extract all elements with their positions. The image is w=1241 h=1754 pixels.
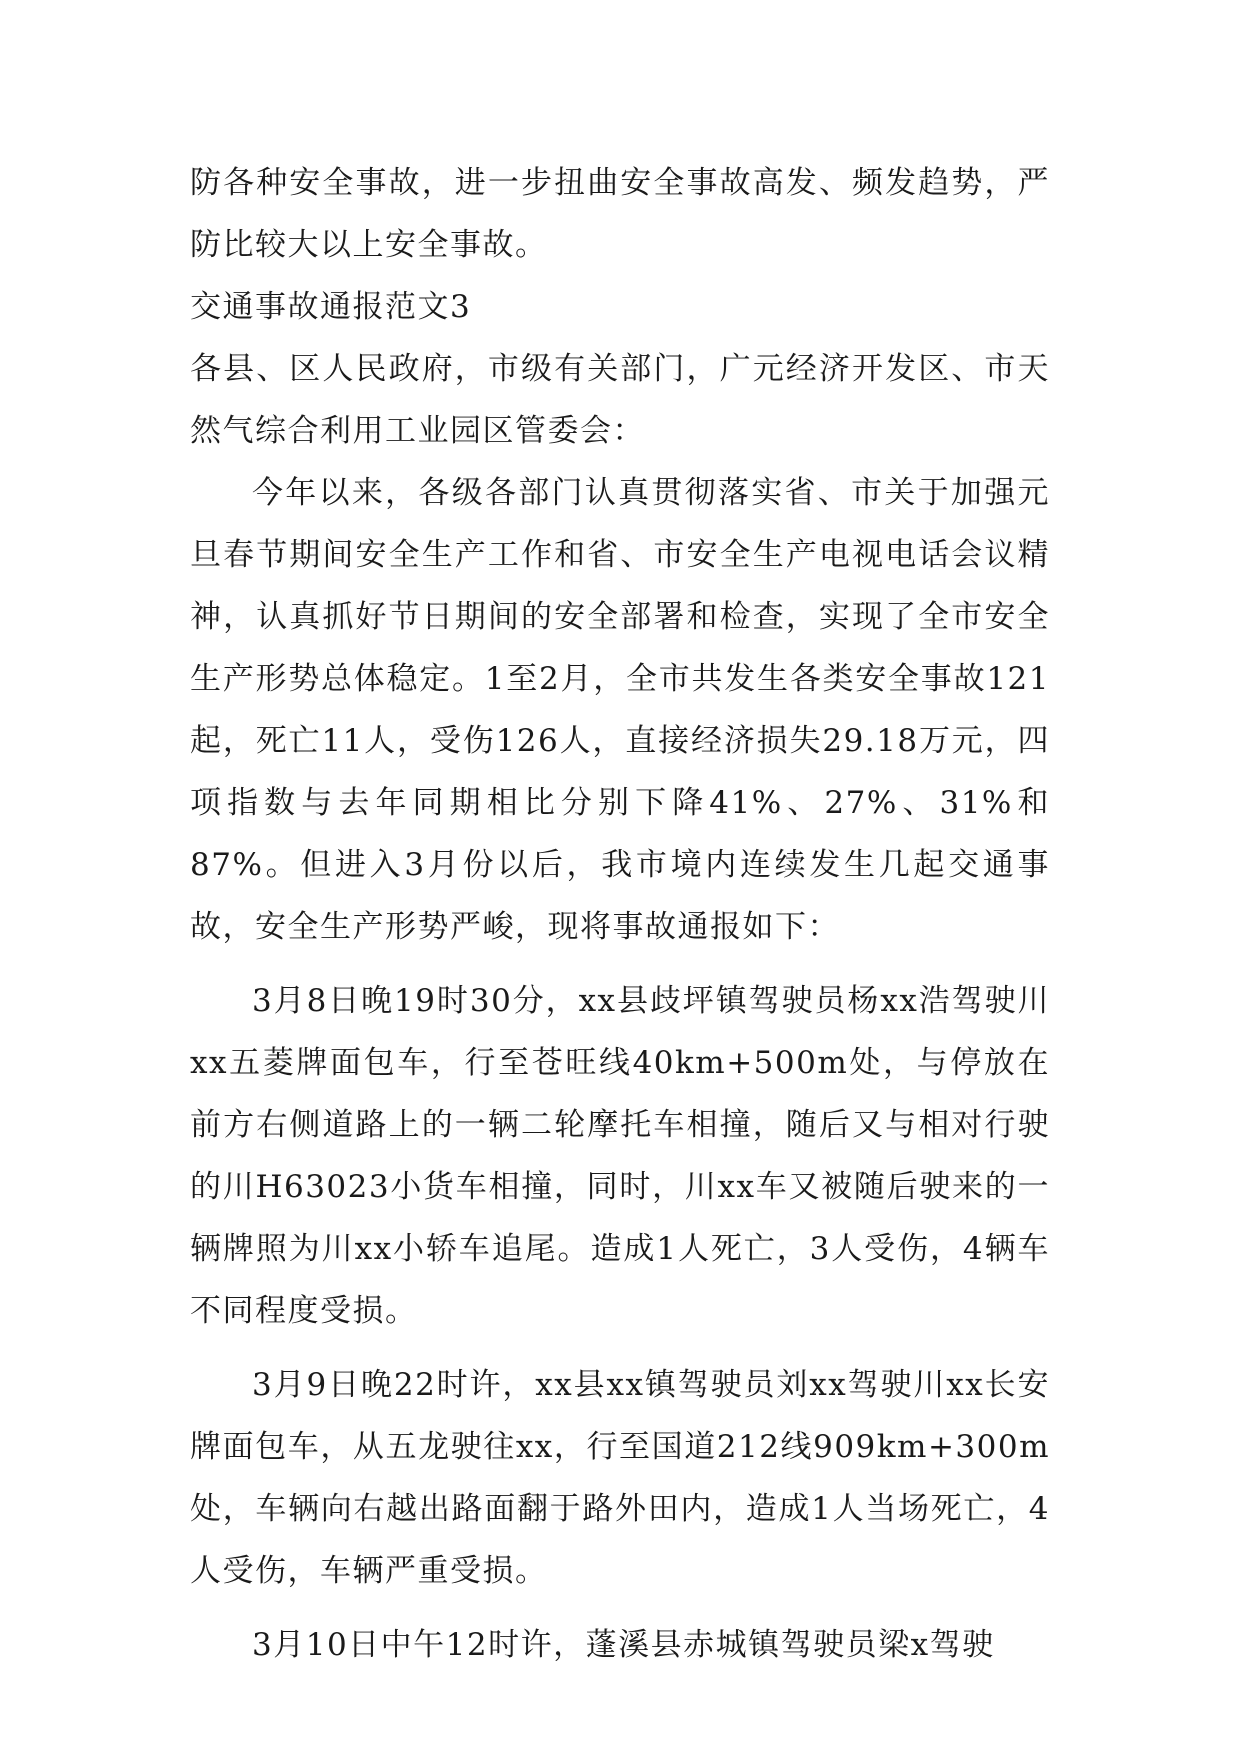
paragraph-incident-3: 3月10日中午12时许，蓬溪县赤城镇驾驶员梁x驾驶: [252, 1627, 995, 1663]
paragraph-overview: 今年以来，各级各部门认真贯彻落实省、市关于加强元旦春节期间安全生产工作和省、市安全生产电视电话会议精神，认真抓好节日期间的安全部署和检查，实现了全市安全生产形势总体稳定。1至2月，全市共发生各类安全事故121起，死亡11人，受伤126人，直接经济损失29.18万元，四项指数与去年同期相比分别下降41%、27%、31%和87%。但进入3月份以后，我市境内连续发生几起交通事故，安全生产形势严峻，现将事故通报如下：: [190, 475, 1050, 945]
section-heading: 交通事故通报范文3: [190, 289, 472, 325]
document-body: [190, 152, 1050, 1676]
paragraph-incident-2: 3月9日晚22时许，xx县xx镇驾驶员刘xx驾驶川xx长安牌面包车，从五龙驶往xx，行至国道212线909km+300m处，车辆向右越出路面翻于路外田内，造成1人当场死亡，4人受伤，车辆严重受损。: [190, 1367, 1050, 1589]
paragraph-continuation: 防各种安全事故，进一步扭曲安全事故高发、频发趋势，严防比较大以上安全事故。: [190, 165, 1050, 263]
paragraph-incident-1: 3月8日晚19时30分，xx县歧坪镇驾驶员杨xx浩驾驶川xx五菱牌面包车，行至苍旺线40km+500m处，与停放在前方右侧道路上的一辆二轮摩托车相撞，随后又与相对行驶的川H63023小货车相撞，同时，川xx车又被随后驶来的一辆牌照为川xx小轿车追尾。造成1人死亡，3人受伤，4辆车不同程度受损。: [190, 983, 1050, 1329]
salutation: 各县、区人民政府，市级有关部门，广元经济开发区、市天然气综合利用工业园区管委会：: [190, 351, 1050, 449]
